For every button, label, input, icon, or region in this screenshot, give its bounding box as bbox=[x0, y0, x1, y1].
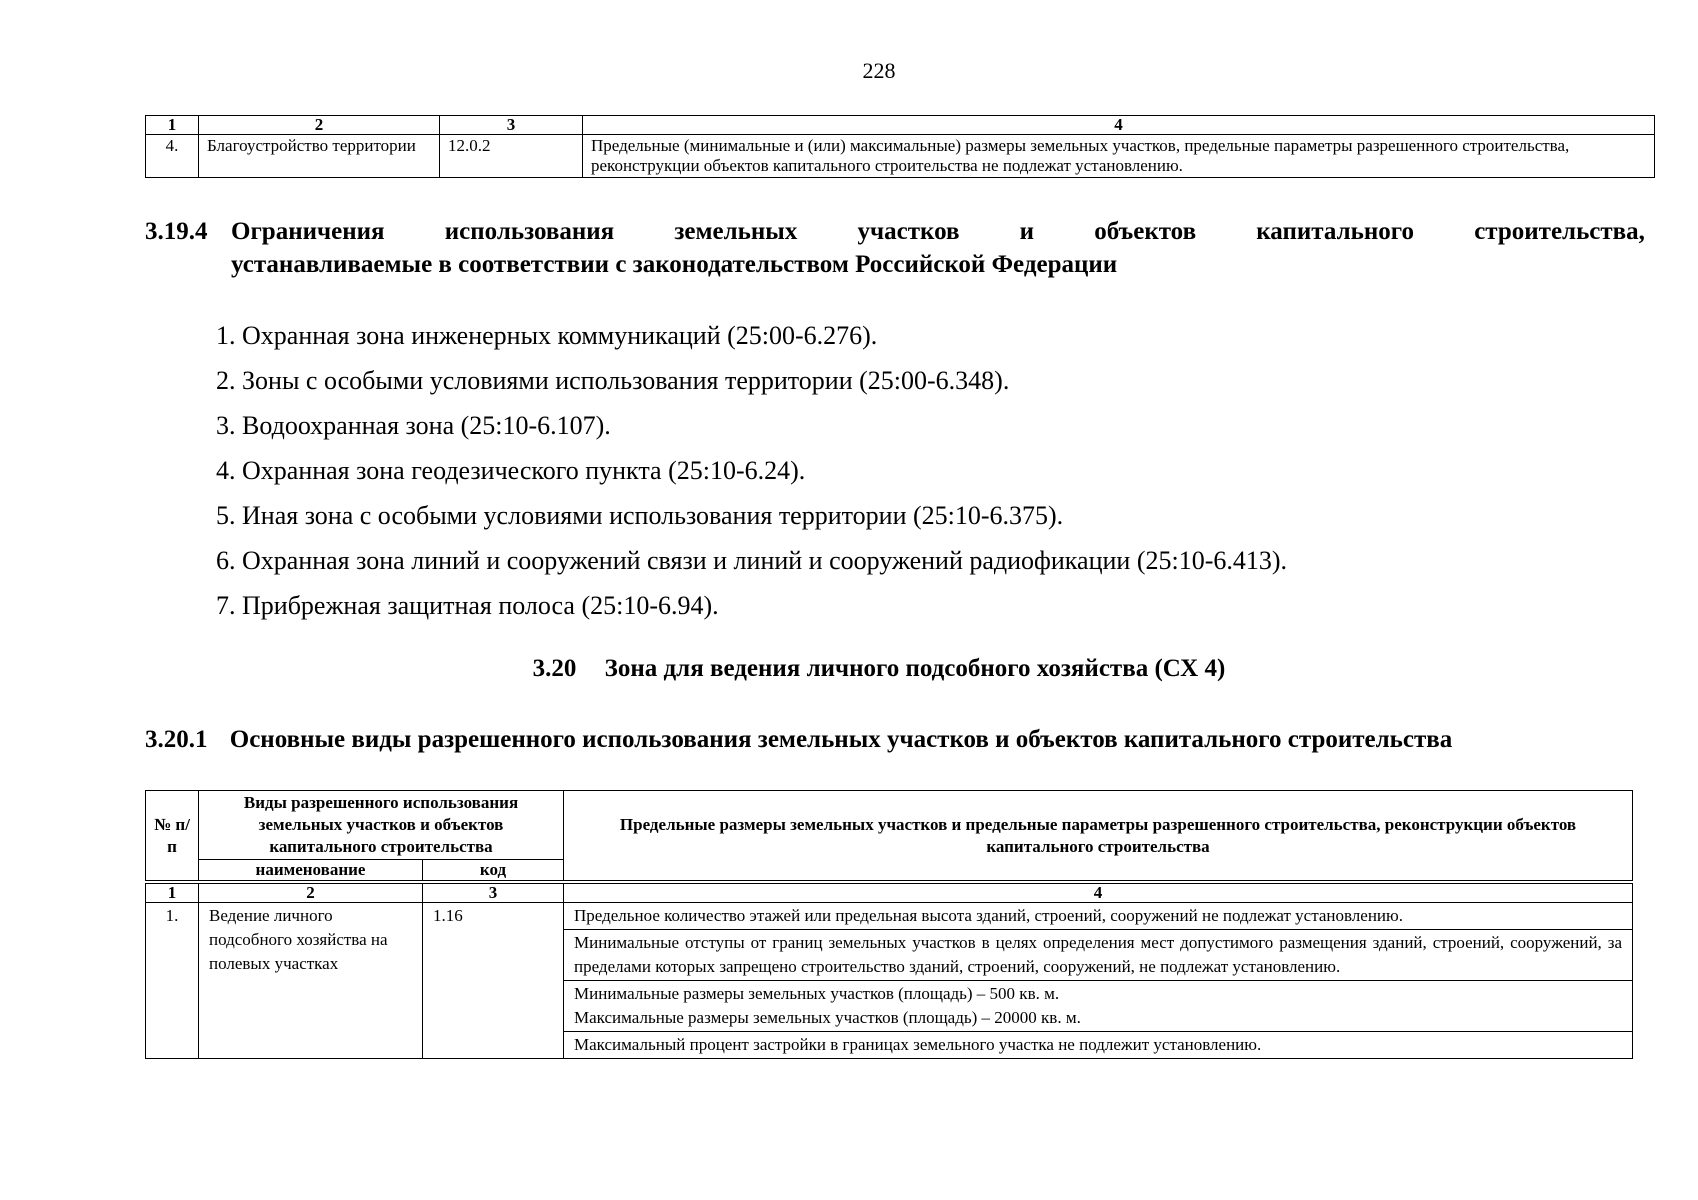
section-number: 3.20 bbox=[532, 655, 577, 682]
section-number: 3.19.4 bbox=[145, 218, 208, 245]
top-row-params: Предельные (минимальные и (или) максимальные) размеры земельных участков, предельные параметры разрешенного строительства, реконструкции объектов капитального строительства не подлежат установлению. bbox=[583, 135, 1655, 178]
page-number: 228 bbox=[862, 58, 896, 83]
title-word: строительства, bbox=[1474, 218, 1645, 245]
list-item: 2. Зоны с особыми условиями использования территории (25:00-6.348). bbox=[216, 366, 1010, 395]
section-number: 3.20.1 bbox=[145, 726, 208, 753]
index-cell: 4 bbox=[564, 884, 1633, 903]
title-word: земельных bbox=[674, 218, 798, 245]
title-word: Ограничения bbox=[231, 218, 385, 245]
top-table-header-cell: 4 bbox=[583, 116, 1655, 135]
main-table bbox=[145, 790, 1633, 1059]
list-item: 6. Охранная зона линий и сооружений связи и линий и сооружений радиофикации (25:10-6.413). bbox=[216, 546, 1288, 575]
row-number: 1. bbox=[146, 903, 199, 1059]
main-table-header-row bbox=[146, 791, 1633, 860]
list-item: 7. Прибрежная защитная полоса (25:10-6.94). bbox=[216, 591, 719, 620]
param-floors: Предельное количество этажей или предельная высота зданий, строений, сооружений не подлежат установлению. bbox=[564, 903, 1633, 930]
row-code: 1.16 bbox=[423, 903, 564, 1059]
index-cell: 1 bbox=[146, 884, 199, 903]
section-title-line2: устанавливаемые в соответствии с законодательством Российской Федерации bbox=[231, 251, 1118, 278]
title-word: участков bbox=[857, 218, 960, 245]
top-table-row bbox=[146, 135, 1655, 178]
header-name: наименование bbox=[199, 860, 423, 881]
header-num: № п/п bbox=[146, 791, 199, 881]
top-table bbox=[145, 115, 1655, 178]
param-plot-sizes bbox=[564, 981, 1633, 1032]
title-word: объектов bbox=[1094, 218, 1197, 245]
header-params: Предельные размеры земельных участков и предельные параметры разрешенного строительства, реконструкции объектов капитального строительства bbox=[564, 791, 1633, 881]
top-row-name: Благоустройство территории bbox=[199, 135, 440, 178]
row-name: Ведение личного подсобного хозяйства на полевых участках bbox=[199, 903, 423, 1059]
section-heading-3-20 bbox=[0, 652, 1698, 685]
index-cell: 2 bbox=[199, 884, 423, 903]
title-word: и bbox=[1019, 218, 1035, 245]
list-item: 3. Водоохранная зона (25:10-6.107). bbox=[216, 411, 611, 440]
param-coverage: Максимальный процент застройки в границах земельного участка не подлежит установлению. bbox=[564, 1032, 1633, 1059]
table-row bbox=[146, 903, 1633, 930]
section-title: Основные виды разрешенного использования земельных участков и объектов капитального строительства bbox=[229, 726, 1453, 753]
top-table-header-cell: 2 bbox=[199, 116, 440, 135]
header-code: код bbox=[423, 860, 564, 881]
param-min-size: Минимальные размеры земельных участков (площадь) – 500 кв. м. bbox=[574, 984, 1060, 1003]
section-heading-3-19-4 bbox=[145, 215, 1645, 281]
header-kinds: Виды разрешенного использования земельных участков и объектов капитального строительства bbox=[199, 791, 564, 860]
section-title: Зона для ведения личного подсобного хозяйства (СХ 4) bbox=[604, 655, 1226, 682]
main-table-index-row bbox=[146, 884, 1633, 903]
list-item: 1. Охранная зона инженерных коммуникаций (25:00-6.276). bbox=[216, 321, 878, 350]
param-max-size: Максимальные размеры земельных участков (площадь) – 20000 кв. м. bbox=[574, 1008, 1081, 1027]
top-table-header-cell: 1 bbox=[146, 116, 199, 135]
title-word: использования bbox=[444, 218, 615, 245]
title-word: капитального bbox=[1256, 218, 1414, 245]
top-row-code: 12.0.2 bbox=[440, 135, 583, 178]
list-item: 5. Иная зона с особыми условиями использования территории (25:10-6.375). bbox=[216, 501, 1064, 530]
param-setbacks: Минимальные отступы от границ земельных участков в целях определения мест допустимого размещения зданий, строений, сооружений, за пределами которых запрещено строительство зданий, строений, сооружений, не подлежат установлению. bbox=[564, 930, 1633, 981]
section-title-line1 bbox=[231, 215, 1645, 248]
top-table-header-row bbox=[146, 116, 1655, 135]
top-row-number: 4. bbox=[146, 135, 199, 178]
top-table-header-cell: 3 bbox=[440, 116, 583, 135]
list-item: 4. Охранная зона геодезического пункта (25:10-6.24). bbox=[216, 456, 806, 485]
restrictions-list bbox=[216, 313, 1287, 628]
index-cell: 3 bbox=[423, 884, 564, 903]
section-heading-3-20-1 bbox=[145, 723, 1645, 756]
